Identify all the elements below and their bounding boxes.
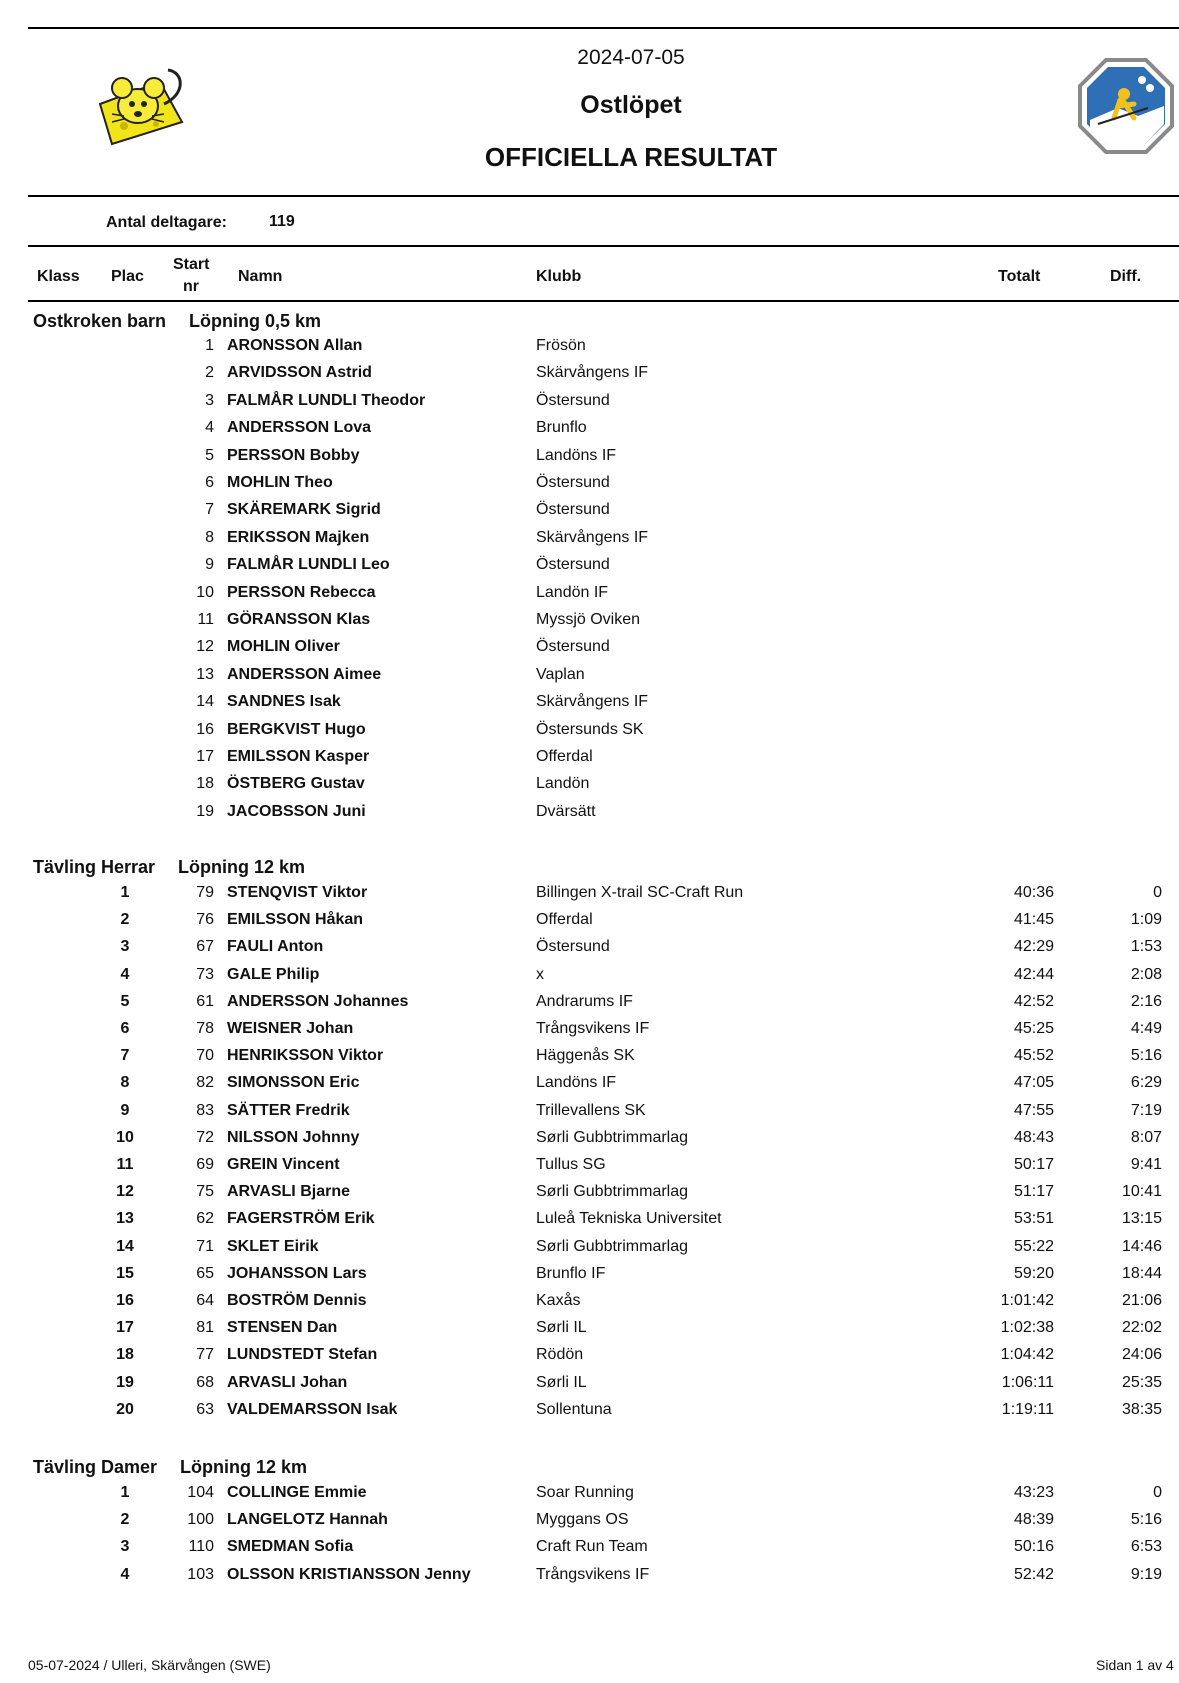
- place-cell: 6: [120, 1020, 130, 1037]
- club-cell: Offerdal: [536, 911, 593, 929]
- athlete-name-cell: JOHANSSON Lars: [227, 1264, 367, 1282]
- club-cell: Östersund: [536, 474, 610, 491]
- athlete-name-cell: COLLINGE Emmie: [227, 1484, 367, 1501]
- time-diff-cell: 5:16: [1130, 1511, 1162, 1529]
- club-cell: Sørli IL: [536, 1373, 587, 1391]
- place-cell: 17: [116, 1319, 134, 1337]
- result-row: [0, 419, 1179, 446]
- time-diff-cell: 6:29: [1130, 1074, 1162, 1092]
- total-time-cell: 1:02:38: [1000, 1319, 1054, 1337]
- result-row: [0, 1210, 1179, 1237]
- start-number-cell: 10: [196, 583, 214, 601]
- club-cell: Rödön: [536, 1346, 584, 1364]
- total-time-cell: 1:01:42: [1000, 1292, 1054, 1309]
- place-cell: 1: [120, 884, 130, 901]
- result-row: [0, 1102, 1179, 1129]
- total-time-cell: 41:45: [1013, 911, 1054, 929]
- time-diff-cell: 1:53: [1130, 938, 1162, 956]
- athlete-name-cell: FAULI Anton: [227, 938, 324, 956]
- place-cell: 16: [116, 1292, 134, 1309]
- result-row: [0, 721, 1179, 748]
- club-cell: Brunflo: [536, 419, 587, 437]
- result-row: [0, 1484, 1179, 1511]
- start-number-cell: 8: [205, 528, 214, 546]
- total-time-cell: 53:51: [1013, 1210, 1054, 1228]
- athlete-name-cell: EMILSSON Kasper: [227, 748, 370, 765]
- start-number-cell: 12: [196, 638, 214, 656]
- time-diff-cell: 6:53: [1130, 1538, 1162, 1556]
- place-cell: 2: [120, 1511, 130, 1529]
- total-time-cell: 1:19:11: [1001, 1400, 1054, 1418]
- athlete-name-cell: ANDERSSON Lova: [227, 419, 372, 437]
- start-number-cell: 9: [205, 556, 214, 574]
- start-number-cell: 71: [196, 1237, 214, 1255]
- result-row: [0, 1156, 1179, 1183]
- club-cell: Craft Run Team: [536, 1538, 648, 1556]
- athlete-name-cell: ARVIDSSON Astrid: [227, 364, 372, 382]
- start-number-cell: 64: [196, 1292, 214, 1309]
- event-date: 2024-07-05: [577, 46, 685, 69]
- total-time-cell: 47:05: [1013, 1074, 1054, 1092]
- athlete-name-cell: LANGELOTZ Hannah: [227, 1511, 388, 1529]
- total-time-cell: 51:17: [1013, 1183, 1054, 1201]
- club-cell: Billingen X-trail SC-Craft Run: [536, 884, 744, 901]
- top-rule: [28, 27, 1179, 29]
- club-cell: Sørli Gubbtrimmarlag: [536, 1237, 689, 1255]
- total-time-cell: 1:06:11: [1001, 1373, 1054, 1391]
- col-diff: Diff.: [1110, 268, 1142, 285]
- start-number-cell: 19: [196, 802, 214, 820]
- time-diff-cell: 2:16: [1130, 992, 1162, 1010]
- total-time-cell: 42:52: [1013, 992, 1054, 1010]
- place-cell: 9: [120, 1101, 130, 1119]
- result-row: [0, 666, 1179, 693]
- club-cell: Östersund: [536, 638, 610, 656]
- section-distance-damer: Löpning 12 km: [180, 1457, 308, 1477]
- club-cell: Landön IF: [536, 583, 609, 601]
- time-diff-cell: 9:19: [1130, 1565, 1162, 1583]
- athlete-name-cell: SÄTTER Fredrik: [227, 1101, 350, 1119]
- athlete-name-cell: STENQVIST Viktor: [227, 884, 368, 901]
- club-cell: Brunflo IF: [536, 1264, 606, 1282]
- event-name: Ostlöpet: [580, 91, 682, 119]
- time-diff-cell: 14:46: [1121, 1237, 1162, 1255]
- time-diff-cell: 4:49: [1130, 1020, 1162, 1037]
- start-number-cell: 72: [196, 1128, 214, 1146]
- total-time-cell: 45:52: [1013, 1047, 1054, 1065]
- start-number-cell: 4: [205, 419, 214, 437]
- result-row: [0, 1401, 1179, 1428]
- athlete-name-cell: GREIN Vincent: [227, 1156, 340, 1173]
- table-header-top-rule: [28, 245, 1179, 247]
- result-row: [0, 693, 1179, 720]
- result-row: [0, 447, 1179, 474]
- total-time-cell: 40:36: [1013, 884, 1054, 901]
- time-diff-cell: 25:35: [1121, 1373, 1162, 1391]
- place-cell: 12: [116, 1183, 134, 1201]
- place-cell: 3: [120, 938, 130, 956]
- header-rule: [28, 195, 1179, 197]
- result-row: [0, 1319, 1179, 1346]
- total-time-cell: 47:55: [1013, 1101, 1054, 1119]
- result-row: [0, 938, 1179, 965]
- club-cell: Sollentuna: [536, 1400, 612, 1418]
- start-number-cell: 7: [205, 501, 214, 519]
- footer-date-location: 05-07-2024 / Ulleri, Skärvången (SWE): [28, 1657, 271, 1673]
- place-cell: 18: [116, 1346, 134, 1364]
- start-number-cell: 65: [196, 1264, 214, 1282]
- total-time-cell: 59:20: [1013, 1264, 1054, 1282]
- start-number-cell: 14: [196, 693, 214, 711]
- place-cell: 11: [116, 1156, 134, 1173]
- total-time-cell: 48:39: [1013, 1511, 1054, 1529]
- time-diff-cell: 21:06: [1121, 1292, 1162, 1309]
- time-diff-cell: 22:02: [1121, 1319, 1162, 1337]
- total-time-cell: 42:29: [1013, 938, 1054, 956]
- start-number-cell: 83: [196, 1101, 214, 1119]
- time-diff-cell: 38:35: [1121, 1400, 1162, 1418]
- start-number-cell: 75: [196, 1183, 214, 1201]
- total-time-cell: 45:25: [1013, 1020, 1054, 1037]
- club-cell: x: [536, 965, 544, 983]
- result-row: [0, 1265, 1179, 1292]
- athlete-name-cell: PERSSON Bobby: [227, 446, 360, 464]
- start-number-cell: 18: [196, 775, 214, 793]
- start-number-cell: 110: [188, 1538, 214, 1556]
- club-cell: Landöns IF: [536, 446, 617, 464]
- place-cell: 4: [120, 1565, 130, 1583]
- athlete-name-cell: SMEDMAN Sofia: [227, 1538, 354, 1556]
- start-number-cell: 2: [205, 364, 214, 382]
- start-number-cell: 73: [196, 965, 214, 983]
- athlete-name-cell: ÖSTBERG Gustav: [227, 775, 365, 793]
- athlete-name-cell: SKLET Eirik: [227, 1237, 319, 1255]
- result-row: [0, 966, 1179, 993]
- result-row: [0, 501, 1179, 528]
- place-cell: 3: [120, 1538, 130, 1556]
- club-cell: Landön: [536, 775, 590, 793]
- result-row: [0, 1129, 1179, 1156]
- result-row: [0, 337, 1179, 364]
- club-cell: Skärvångens IF: [536, 364, 649, 382]
- result-row: [0, 1020, 1179, 1047]
- time-diff-cell: 1:09: [1130, 911, 1162, 929]
- club-cell: Trillevallens SK: [536, 1101, 646, 1119]
- athlete-name-cell: ARONSSON Allan: [227, 337, 363, 354]
- club-cell: Vaplan: [536, 665, 585, 683]
- result-row: [0, 1183, 1179, 1210]
- start-number-cell: 3: [205, 391, 214, 409]
- col-klass: Klass: [37, 268, 80, 285]
- time-diff-cell: 7:19: [1130, 1101, 1162, 1119]
- result-row: [0, 611, 1179, 638]
- time-diff-cell: 0: [1153, 884, 1162, 901]
- total-time-cell: 43:23: [1013, 1484, 1054, 1501]
- section-distance-herrar: Löpning 12 km: [178, 857, 306, 877]
- result-row: [0, 1566, 1179, 1593]
- athlete-name-cell: HENRIKSSON Viktor: [227, 1047, 384, 1065]
- club-cell: Andrarums IF: [536, 992, 633, 1010]
- time-diff-cell: 24:06: [1121, 1346, 1162, 1364]
- athlete-name-cell: BERGKVIST Hugo: [227, 720, 366, 738]
- athlete-name-cell: OLSSON KRISTIANSSON Jenny: [227, 1565, 471, 1583]
- result-row: [0, 474, 1179, 501]
- result-row: [0, 1238, 1179, 1265]
- club-cell: Östersund: [536, 938, 610, 956]
- club-cell: Östersunds SK: [536, 720, 644, 738]
- athlete-name-cell: SIMONSSON Eric: [227, 1074, 360, 1092]
- result-row: [0, 392, 1179, 419]
- result-row: [0, 529, 1179, 556]
- time-diff-cell: 0: [1153, 1484, 1162, 1501]
- start-number-cell: 69: [196, 1156, 214, 1173]
- place-cell: 7: [120, 1047, 130, 1065]
- club-cell: Kaxås: [536, 1292, 581, 1309]
- club-cell: Sørli Gubbtrimmarlag: [536, 1128, 689, 1146]
- place-cell: 14: [116, 1237, 134, 1255]
- start-number-cell: 5: [205, 446, 214, 464]
- table-header-bottom-rule: [28, 300, 1179, 302]
- athlete-name-cell: NILSSON Johnny: [227, 1128, 360, 1146]
- participants-label: Antal deltagare:: [106, 214, 227, 231]
- club-cell: Östersund: [536, 501, 610, 519]
- place-cell: 5: [120, 992, 130, 1010]
- athlete-name-cell: ARVASLI Johan: [227, 1373, 348, 1391]
- result-row: [0, 1538, 1179, 1565]
- section-class-barn: Ostkroken barn: [33, 311, 167, 331]
- athlete-name-cell: MOHLIN Theo: [227, 474, 333, 491]
- start-number-cell: 62: [196, 1210, 214, 1228]
- total-time-cell: 1:04:42: [1000, 1346, 1054, 1364]
- athlete-name-cell: GALE Philip: [227, 965, 320, 983]
- athlete-name-cell: GÖRANSSON Klas: [227, 611, 371, 628]
- start-number-cell: 81: [196, 1319, 214, 1337]
- col-totalt: Totalt: [998, 268, 1041, 285]
- club-cell: Häggenås SK: [536, 1047, 635, 1065]
- athlete-name-cell: MOHLIN Oliver: [227, 638, 340, 656]
- start-number-cell: 82: [196, 1074, 214, 1092]
- result-row: [0, 556, 1179, 583]
- total-time-cell: 52:42: [1013, 1565, 1054, 1583]
- footer-page-number: Sidan 1 av 4: [1096, 1657, 1174, 1673]
- club-cell: Frösön: [536, 337, 586, 354]
- athlete-name-cell: SANDNES Isak: [227, 693, 341, 711]
- time-diff-cell: 10:41: [1121, 1183, 1162, 1201]
- place-cell: 4: [120, 965, 130, 983]
- athlete-name-cell: ANDERSSON Aimee: [227, 665, 382, 683]
- start-number-cell: 17: [196, 748, 214, 765]
- time-diff-cell: 2:08: [1130, 965, 1162, 983]
- club-cell: Skärvångens IF: [536, 693, 649, 711]
- athlete-name-cell: FAGERSTRÖM Erik: [227, 1210, 375, 1228]
- athlete-name-cell: JACOBSSON Juni: [227, 802, 366, 820]
- place-cell: 1: [120, 1484, 130, 1501]
- time-diff-cell: 5:16: [1130, 1047, 1162, 1065]
- athlete-name-cell: EMILSSON Håkan: [227, 911, 364, 929]
- result-row: [0, 584, 1179, 611]
- start-number-cell: 68: [196, 1373, 214, 1391]
- athlete-name-cell: ARVASLI Bjarne: [227, 1183, 350, 1201]
- result-row: [0, 1346, 1179, 1373]
- club-cell: Landöns IF: [536, 1074, 617, 1092]
- result-row: [0, 993, 1179, 1020]
- section-class-herrar: Tävling Herrar: [33, 857, 156, 877]
- place-cell: 13: [116, 1210, 134, 1228]
- start-number-cell: 78: [196, 1020, 214, 1037]
- section-distance-barn: Löpning 0,5 km: [189, 311, 322, 331]
- club-cell: Östersund: [536, 556, 610, 574]
- time-diff-cell: 8:07: [1130, 1128, 1162, 1146]
- place-cell: 10: [116, 1128, 134, 1146]
- athlete-name-cell: BOSTRÖM Dennis: [227, 1292, 367, 1309]
- start-number-cell: 63: [196, 1400, 214, 1418]
- total-time-cell: 42:44: [1013, 965, 1054, 983]
- col-namn: Namn: [238, 268, 283, 285]
- start-number-cell: 103: [187, 1565, 214, 1583]
- result-row: [0, 775, 1179, 802]
- place-cell: 15: [116, 1264, 134, 1282]
- club-cell: Sørli Gubbtrimmarlag: [536, 1183, 689, 1201]
- col-plac: Plac: [111, 268, 144, 285]
- section-class-damer: Tävling Damer: [33, 1457, 158, 1477]
- athlete-name-cell: ANDERSSON Johannes: [227, 992, 409, 1010]
- place-cell: 2: [120, 911, 130, 929]
- club-cell: Tullus SG: [536, 1156, 606, 1173]
- start-number-cell: 104: [187, 1484, 214, 1501]
- athlete-name-cell: LUNDSTEDT Stefan: [227, 1346, 378, 1364]
- result-row: [0, 748, 1179, 775]
- result-row: [0, 1292, 1179, 1319]
- club-cell: Sørli IL: [536, 1319, 587, 1337]
- start-number-cell: 1: [205, 337, 214, 354]
- start-number-cell: 11: [197, 611, 214, 628]
- start-number-cell: 16: [196, 720, 214, 738]
- club-cell: Soar Running: [536, 1484, 634, 1501]
- place-cell: 19: [116, 1373, 134, 1391]
- club-cell: Skärvångens IF: [536, 528, 649, 546]
- start-number-cell: 79: [196, 884, 214, 901]
- time-diff-cell: 13:15: [1121, 1210, 1162, 1228]
- result-row: [0, 1047, 1179, 1074]
- athlete-name-cell: FALMÅR LUNDLI Theodor: [227, 391, 426, 409]
- total-time-cell: 50:17: [1013, 1156, 1054, 1173]
- club-cell: Trångsvikens IF: [536, 1565, 650, 1583]
- result-row: [0, 364, 1179, 391]
- club-cell: Luleå Tekniska Universitet: [536, 1210, 722, 1228]
- club-cell: Trångsvikens IF: [536, 1020, 650, 1037]
- start-number-cell: 13: [196, 665, 214, 683]
- result-row: [0, 1374, 1179, 1401]
- start-number-cell: 70: [196, 1047, 214, 1065]
- club-cell: Myssjö Oviken: [536, 611, 641, 628]
- total-time-cell: 55:22: [1013, 1237, 1054, 1255]
- club-cell: Dvärsätt: [536, 802, 596, 820]
- athlete-name-cell: STENSEN Dan: [227, 1319, 338, 1337]
- col-start: Start: [173, 256, 210, 273]
- start-number-cell: 61: [196, 992, 214, 1010]
- start-number-cell: 77: [196, 1346, 214, 1364]
- total-time-cell: 50:16: [1013, 1538, 1054, 1556]
- club-cell: Östersund: [536, 391, 610, 409]
- result-row: [0, 1074, 1179, 1101]
- result-row: [0, 638, 1179, 665]
- athlete-name-cell: WEISNER Johan: [227, 1020, 354, 1037]
- start-number-cell: 6: [205, 474, 214, 491]
- place-cell: 8: [120, 1074, 130, 1092]
- col-start-nr: nr: [183, 278, 199, 295]
- athlete-name-cell: PERSSON Rebecca: [227, 583, 376, 601]
- club-cell: Offerdal: [536, 748, 593, 765]
- result-row: [0, 911, 1179, 938]
- club-cell: Myggans OS: [536, 1511, 629, 1529]
- athlete-name-cell: ERIKSSON Majken: [227, 528, 370, 546]
- place-cell: 20: [116, 1400, 134, 1418]
- participants-count: 119: [269, 213, 295, 230]
- athlete-name-cell: VALDEMARSSON Isak: [227, 1400, 398, 1418]
- result-row: [0, 803, 1179, 830]
- col-klubb: Klubb: [536, 268, 582, 285]
- results-title: OFFICIELLA RESULTAT: [484, 142, 778, 172]
- athlete-name-cell: SKÄREMARK Sigrid: [227, 501, 381, 519]
- time-diff-cell: 9:41: [1130, 1156, 1162, 1173]
- result-row: [0, 884, 1179, 911]
- time-diff-cell: 18:44: [1121, 1264, 1162, 1282]
- total-time-cell: 48:43: [1013, 1128, 1054, 1146]
- start-number-cell: 100: [187, 1511, 214, 1529]
- start-number-cell: 76: [196, 911, 214, 929]
- athlete-name-cell: FALMÅR LUNDLI Leo: [227, 556, 390, 574]
- start-number-cell: 67: [196, 938, 214, 956]
- result-row: [0, 1511, 1179, 1538]
- ski-federation-logo: [1078, 58, 1174, 154]
